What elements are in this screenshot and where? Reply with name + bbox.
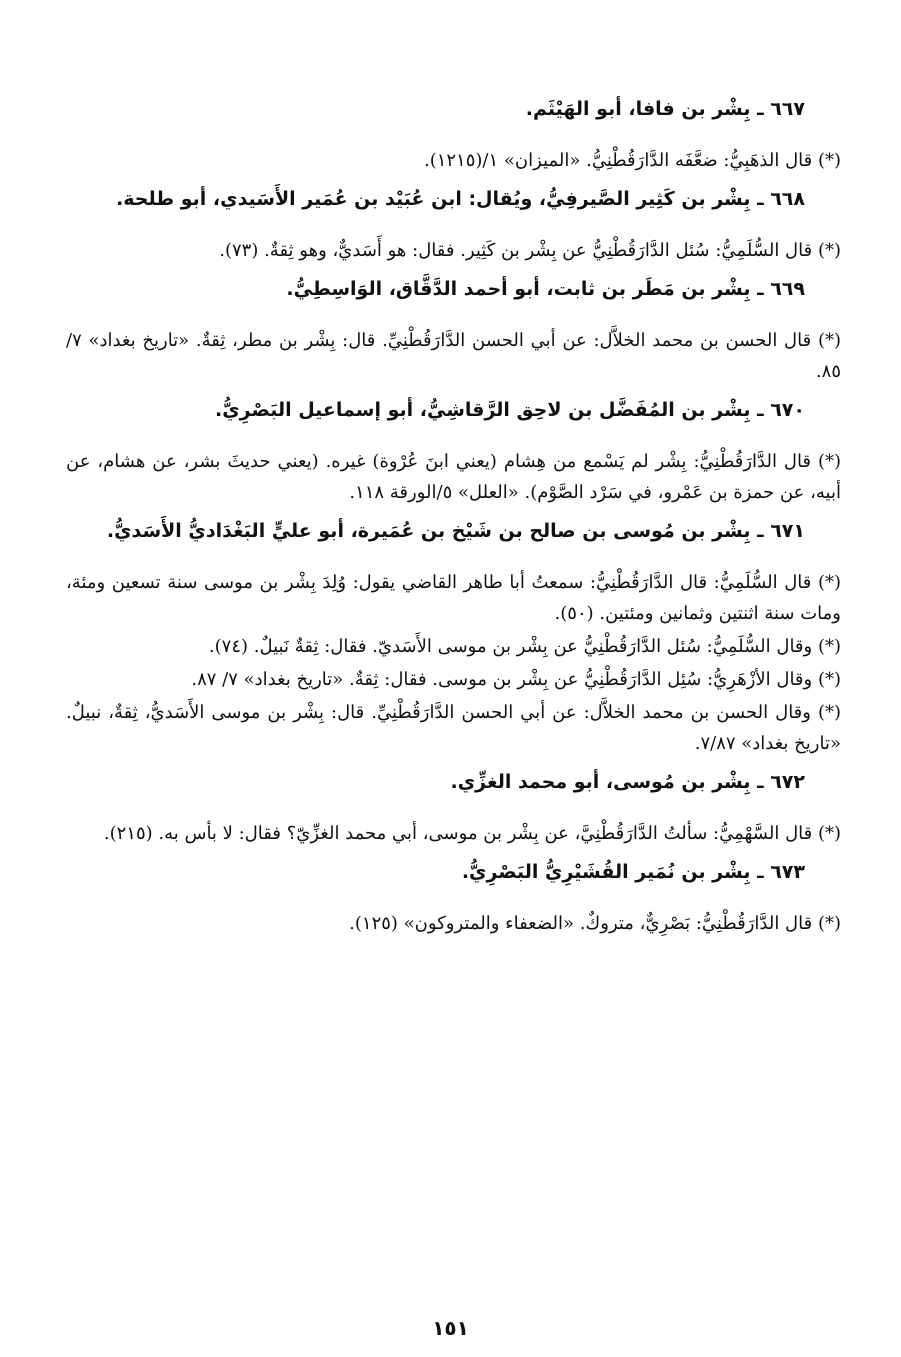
entry-paragraph: (*) قال الدَّارَقُطْنِيُّ: بَصْرِيٌّ، متروكٌ. «الضعفاء والمتروكون» (١٢٥).	[349, 913, 841, 934]
entry-paragraph: (*) قال الدَّارَقُطْنِيُّ: بِشْر لم يَسْمع من هِشام (يعني ابنَ عُرْوة) غيره. (يعني حديثَ بشر، عن هشام، عن أبيه، عن حمزة بن عَمْرو، في سَرْد الصَّوْم). «العلل» ٥/الورقة ١١٨.	[66, 451, 841, 503]
document-page	[66, 92, 841, 939]
entry-paragraph: (*) وقال الحسن بن محمد الخلاَّل: عن أبي الحسن الدَّارَقُطْنِيِّ. قال: بِشْر بن موسى الأَسَديُّ، ثِقةٌ، نبيلٌ. «تاريخ بغداد» ٧/٨٧.	[66, 702, 841, 754]
entry-672	[66, 765, 841, 849]
entry-paragraph: (*) قال السَّهْمِيُّ: سألتُ الدَّارَقُطْنِيَّ، عن بِشْر بن موسى، أبي محمد الغزِّيّ؟ فقال: لا بأس به. (٢١٥).	[103, 823, 841, 844]
page-number: ١٥١	[432, 1316, 469, 1340]
entry-paragraph: (*) قال الحسن بن محمد الخلاَّل: عن أبي الحسن الدَّارَقُطْنِيِّ. قال: بِشْر بن مطر، ثِقةٌ. «تاريخ بغداد» ٧/ ٨٥.	[66, 330, 841, 382]
entry-670	[66, 393, 841, 508]
entry-paragraph: (*) قال الذهَبِيُّ: ضعَّفَه الدَّارَقُطْنِيُّ. «الميزان» ١/(١٢١٥).	[423, 150, 841, 171]
entry-paragraph: (*) وقال الأزْهَرِيُّ: سُئِل الدَّارَقُطْنِيُّ عن بِشْر بن موسى. فقال: ثِقةٌ. «تاريخ بغداد» ٧/ ٨٧.	[191, 669, 841, 690]
entry-667	[66, 92, 841, 176]
entry-heading: ٦٦٩ ـ بِشْر بن مَطَر بن ثابت، أبو أحمد الدَّقَّاق، الوَاسِطِيُّ.	[286, 278, 805, 300]
entry-heading: ٦٧٠ ـ بِشْر بن المُفَضَّل بن لاحِق الرَّقاشِيُّ، أبو إسماعيل البَصْرِيُّ.	[215, 399, 805, 421]
entry-heading: ٦٦٨ ـ بِشْر بن كَثِير الصَّيرفِيُّ، ويُقال: ابن عُبَيْد بن عُمَير الأَسَيدي، أبو طلحة.	[116, 188, 805, 210]
entry-671	[66, 514, 841, 759]
entry-heading: ٦٧٢ ـ بِشْر بن مُوسى، أبو محمد الغزِّي.	[450, 771, 805, 793]
entry-heading: ٦٧٣ ـ بِشْر بن نُمَير القُشَيْرِيُّ البَصْرِيُّ.	[461, 861, 805, 883]
entry-heading: ٦٧١ ـ بِشْر بن مُوسى بن صالح بن شَيْخ بن عُمَيرة، أبو عليٍّ البَغْدَاديُّ الأَسَديُّ.	[106, 520, 805, 542]
entry-paragraph: (*) قال السُّلَمِيُّ: سُئل الدَّارَقُطْنِيُّ عن بِشْر بن كَثِير. فقال: هو أَسَديٌّ، وهو ثِقةٌ. (٧٣).	[219, 240, 841, 261]
entry-673	[66, 855, 841, 939]
entry-668	[66, 182, 841, 266]
entry-paragraph: (*) قال السُّلَمِيُّ: قال الدَّارَقُطْنِيُّ: سمعتُ أبا طاهر القاضي يقول: وُلِدَ بِشْر بن موسى سنة تسعين ومئة، ومات سنة اثنتين وثمانين ومئتين. (٥٠).	[66, 572, 841, 624]
entry-heading: ٦٦٧ ـ بِشْر بن فافا، أبو الهَيْثَم.	[525, 98, 805, 120]
entry-paragraph: (*) وقال السُّلَمِيُّ: سُئل الدَّارَقُطْنِيُّ عن بِشْر بن موسى الأَسَديّ. فقال: ثِقةٌ نَبيلٌ. (٧٤).	[208, 636, 841, 657]
entry-669	[66, 272, 841, 387]
